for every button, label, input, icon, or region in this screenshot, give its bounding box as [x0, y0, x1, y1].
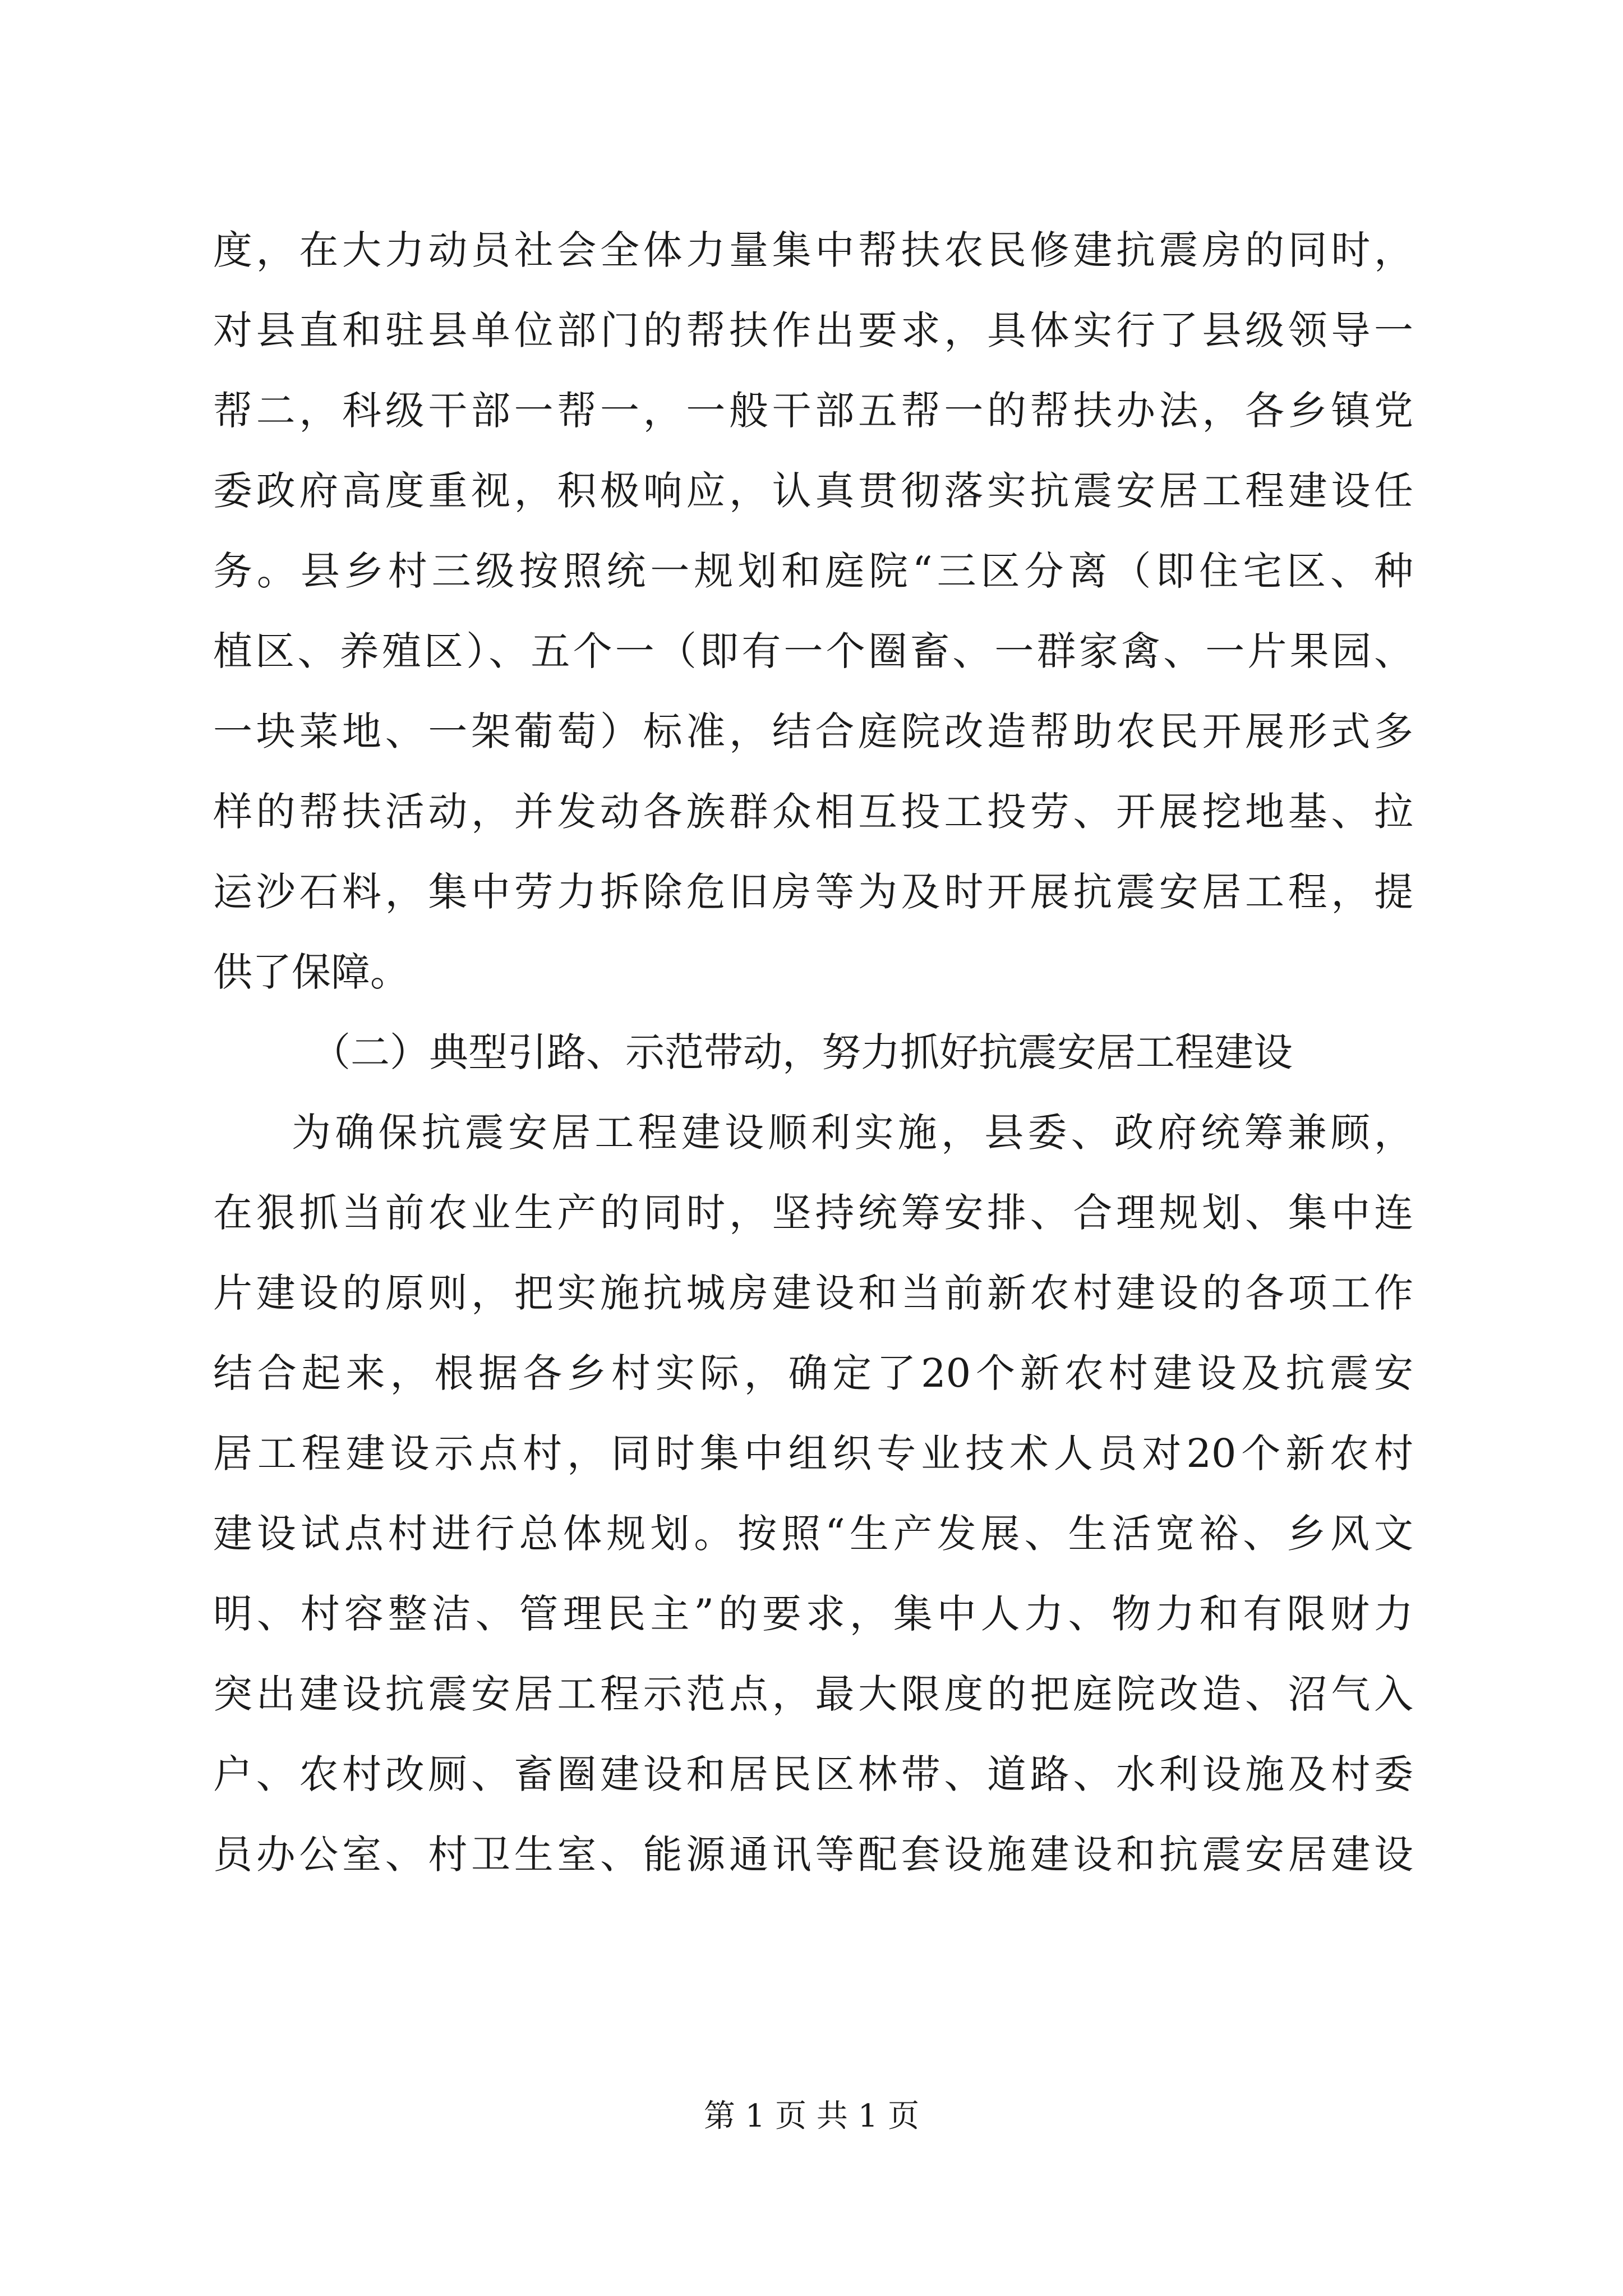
text-line: 对县直和驻县单位部门的帮扶作出要求，具体实行了县级领导一	[213, 307, 1413, 353]
text-line: 运沙石料，集中劳力拆除危旧房等为及时开展抗震安居工程，提	[213, 869, 1413, 915]
page-footer: 第 1 页 共 1 页	[703, 2098, 920, 2134]
text-line: 片建设的原则，把实施抗城房建设和当前新农村建设的各项工作	[213, 1270, 1413, 1316]
text-line: 明、村容整洁、管理民主”的要求，集中人力、物力和有限财力	[213, 1591, 1413, 1637]
text-line: 一块菜地、一架葡萄）标准，结合庭院改造帮助农民开展形式多	[213, 708, 1413, 754]
text-line: 为确保抗震安居工程建设顺利实施，县委、政府统筹兼顾，	[292, 1110, 1413, 1156]
text-line: 委政府高度重视，积极响应，认真贯彻落实抗震安居工程建设任	[213, 468, 1413, 514]
text-line: 员办公室、村卫生室、能源通讯等配套设施建设和抗震安居建设	[213, 1832, 1413, 1878]
text-line: 供了保障。	[213, 949, 409, 995]
text-line: 居工程建设示点村，同时集中组织专业技术人员对20个新农村	[213, 1430, 1413, 1476]
section-heading: （二）典型引路、示范带动，努力抓好抗震安居工程建设	[311, 1029, 1293, 1075]
document-body	[213, 210, 1413, 1895]
text-line: 样的帮扶活动，并发动各族群众相互投工投劳、开展挖地基、拉	[213, 789, 1413, 835]
text-line: 户、农村改厕、畜圈建设和居民区林带、道路、水利设施及村委	[213, 1751, 1413, 1797]
text-line: 突出建设抗震安居工程示范点，最大限度的把庭院改造、沼气入	[213, 1671, 1413, 1717]
text-line: 在狠抓当前农业生产的同时，坚持统筹安排、合理规划、集中连	[213, 1190, 1413, 1236]
text-line: 度，在大力动员社会全体力量集中帮扶农民修建抗震房的同时，	[213, 227, 1413, 273]
text-line: 植区、养殖区）、五个一（即有一个圈畜、一群家禽、一片果园、	[213, 628, 1413, 674]
text-line: 帮二，科级干部一帮一，一般干部五帮一的帮扶办法，各乡镇党	[213, 388, 1413, 434]
text-line: 结合起来，根据各乡村实际，确定了20个新农村建设及抗震安	[213, 1350, 1413, 1396]
text-line: 建设试点村进行总体规划。按照“生产发展、生活宽裕、乡风文	[213, 1511, 1413, 1557]
text-line: 务。县乡村三级按照统一规划和庭院“三区分离（即住宅区、种	[213, 548, 1413, 594]
